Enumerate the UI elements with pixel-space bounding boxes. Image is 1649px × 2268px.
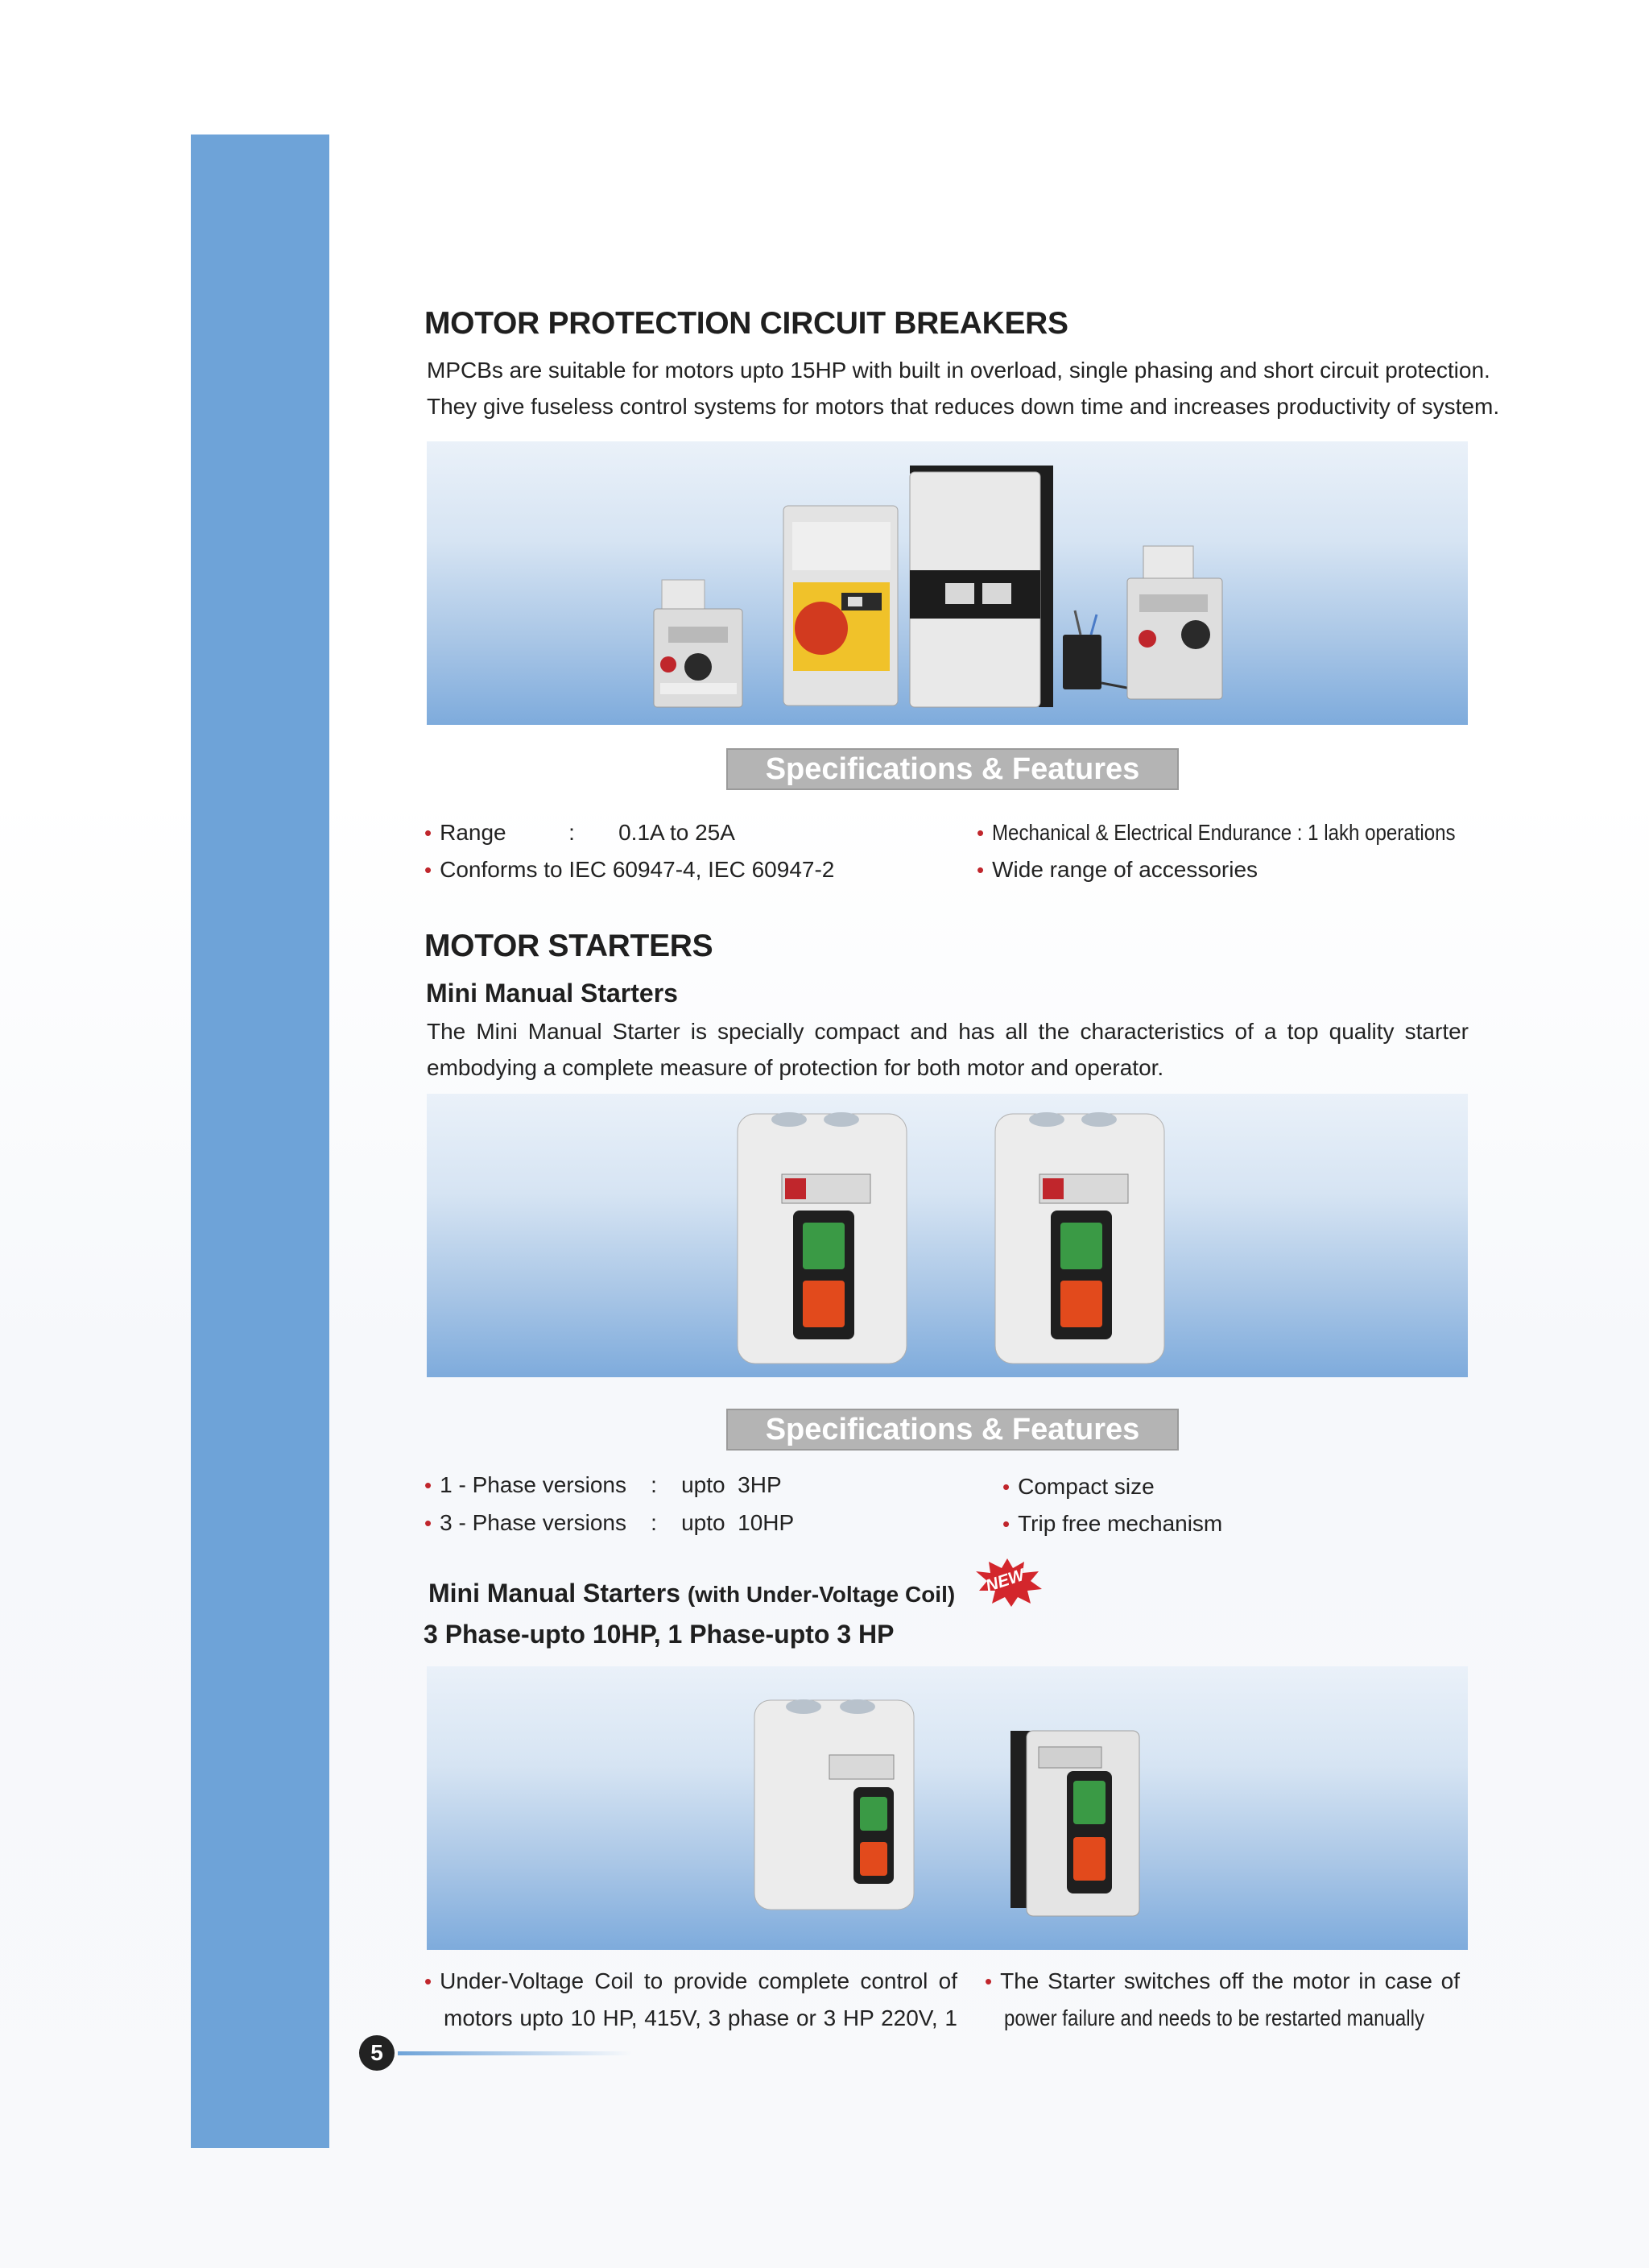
mini-spec-phase1 (424, 1472, 782, 1498)
uv-bullet-coil-line2: motors upto 10 HP, 415V, 3 phase or 3 HP 220V, 1 (444, 2005, 957, 2030)
mini-starter-description (427, 1013, 1469, 1086)
bullet-dot: • (985, 1969, 993, 1993)
mpcb-spec-conforms (424, 857, 834, 883)
spec-phase1-value: upto 3HP (681, 1472, 782, 1497)
motor-starters-heading: MOTOR STARTERS (424, 929, 713, 963)
mini-spec-tripfree (1002, 1511, 1222, 1537)
mini-starter-unit-2 (995, 1112, 1164, 1364)
uv-bullet-restart-line2 (985, 2000, 1460, 2036)
mini-spec-phase3 (424, 1510, 794, 1536)
mini-starter-product-photo (427, 1094, 1468, 1377)
sidebar-color-band (191, 135, 329, 2148)
mpcb-spec-banner: Specifications & Features (726, 748, 1179, 790)
uv-starter-unit-1 (754, 1699, 914, 1910)
mini-starter-desc-line2: embodying a complete measure of protection for both motor and operator. (427, 1055, 1164, 1080)
uv-bullet-restart (985, 1963, 1460, 2036)
mpcb-spec-accessories (977, 857, 1258, 883)
bullet-dot: • (424, 1511, 432, 1535)
mpcb-unit-small (654, 580, 742, 707)
mpcb-accessory (1063, 610, 1135, 689)
mpcb-desc-line2: They give fuseless control systems for motors that reduces down time and increases productivity of system. (427, 394, 1500, 419)
bullet-dot: • (424, 1969, 432, 1993)
spec-range-label: Range (440, 820, 506, 845)
uv-bullet-restart-line2-text: power failure and needs to be restarted manually (1004, 2005, 1425, 2030)
bullet-dot: • (1002, 1475, 1010, 1499)
bullet-dot: • (424, 858, 432, 882)
uv-bullet-restart-line1: The Starter switches off the motor in case of (1000, 1968, 1460, 1993)
mini-starter-desc-line1: The Mini Manual Starter is specially compact and has all the characteristics of a top quality starter (427, 1019, 1469, 1044)
mpcb-heading: MOTOR PROTECTION CIRCUIT BREAKERS (424, 306, 1068, 341)
bullet-dot: • (977, 821, 985, 845)
bullet-dot: • (977, 858, 985, 882)
mini-manual-starters-subheading: Mini Manual Starters (426, 979, 678, 1008)
new-badge (971, 1557, 1044, 1607)
page-number: 5 (359, 2035, 395, 2071)
uv-heading-paren: (with Under-Voltage Coil) (687, 1582, 956, 1607)
uv-bullet-coil-line1-wrap (424, 1963, 957, 2000)
mpcb-desc-line1: MPCBs are suitable for motors upto 15HP with built in overload, single phasing and short circuit protection. (427, 358, 1490, 383)
spec-range-sep: : (568, 820, 575, 845)
mini-starter-spec-banner: Specifications & Features (726, 1409, 1179, 1451)
mpcb-enclosure-yellow (783, 506, 898, 706)
uv-bullet-coil (424, 1963, 957, 2036)
spec-endurance-text: Mechanical & Electrical Endurance : 1 lakh operations (992, 820, 1456, 845)
spec-phase3-sep: : (651, 1510, 657, 1535)
uv-heading-main: Mini Manual Starters (428, 1579, 680, 1608)
bullet-dot: • (424, 1473, 432, 1497)
new-badge-label: NEW (983, 1566, 1027, 1596)
mpcb-description (427, 352, 1500, 424)
mini-starter-unit-1 (738, 1112, 907, 1364)
spec-phase1-sep: : (651, 1472, 657, 1497)
uv-bullet-restart-line1-wrap (985, 1963, 1460, 2000)
spec-phase3-value: upto 10HP (681, 1510, 795, 1535)
page-number-rule (398, 2051, 631, 2055)
mini-starters-illustration (427, 1094, 1468, 1377)
bullet-dot: • (1002, 1512, 1010, 1536)
spec-accessories-text: Wide range of accessories (992, 857, 1258, 882)
mpcb-spec-endurance (977, 820, 1531, 846)
mini-spec-compact (1002, 1474, 1155, 1500)
uv-starter-product-photo (427, 1666, 1468, 1950)
spec-phase3-label: 3 - Phase versions (440, 1510, 626, 1535)
spec-conforms-text: Conforms to IEC 60947-4, IEC 60947-2 (440, 857, 835, 882)
uv-starters-illustration (427, 1666, 1468, 1950)
uv-starters-heading (428, 1579, 955, 1608)
uv-bullet-coil-line1: Under-Voltage Coil to provide complete control of (440, 1968, 957, 1993)
spec-phase1-label: 1 - Phase versions (440, 1472, 626, 1497)
mpcb-products-illustration (427, 441, 1468, 725)
bullet-dot: • (424, 821, 432, 845)
mpcb-enclosure-tall (910, 466, 1053, 707)
uv-starter-unit-2 (1010, 1731, 1139, 1916)
mpcb-spec-range (424, 820, 735, 846)
uv-phase-subheading: 3 Phase-upto 10HP, 1 Phase-upto 3 HP (424, 1620, 895, 1649)
spec-compact-text: Compact size (1018, 1474, 1155, 1499)
mpcb-product-photo (427, 441, 1468, 725)
spec-range-value: 0.1A to 25A (618, 820, 735, 845)
mpcb-unit-right (1127, 546, 1222, 699)
spec-tripfree-text: Trip free mechanism (1018, 1511, 1223, 1536)
